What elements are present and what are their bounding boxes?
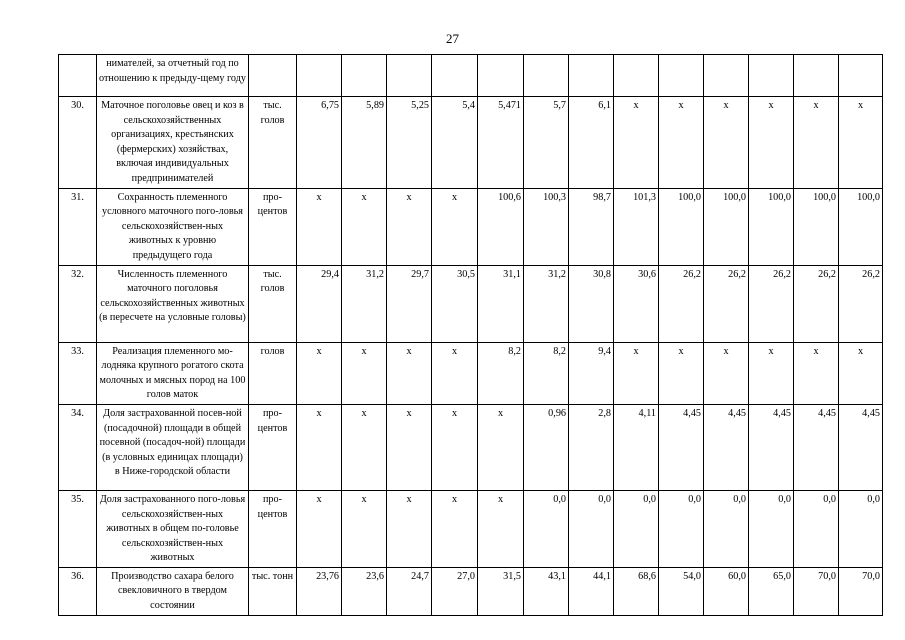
value-cell (794, 55, 839, 97)
table-row (59, 342, 883, 404)
value-cell (614, 55, 659, 97)
value-cell: x (432, 404, 478, 490)
value-cell: 6,75 (297, 97, 342, 189)
value-cell: 5,4 (432, 97, 478, 189)
table-row (59, 404, 883, 490)
value-cell: 4,11 (614, 404, 659, 490)
value-cell: 0,0 (524, 490, 569, 567)
indicator-description-cell: Сохранность племенного условного маточного пого-ловья сельскохозяйствен-ных животных к уровню предыдущего года (97, 188, 249, 265)
value-cell: x (749, 342, 794, 404)
value-cell: 26,2 (704, 265, 749, 342)
value-cell: 30,6 (614, 265, 659, 342)
value-cell: 100,0 (794, 188, 839, 265)
value-cell: x (432, 490, 478, 567)
value-cell: 0,0 (614, 490, 659, 567)
indicator-description-cell: нимателей, за отчетный год по отношению к предыду-щему году (97, 55, 249, 97)
value-cell: 68,6 (614, 567, 659, 615)
value-cell: 9,4 (569, 342, 614, 404)
value-cell: 4,45 (794, 404, 839, 490)
value-cell: x (659, 342, 704, 404)
row-number-cell: 34. (59, 404, 97, 490)
value-cell: x (704, 342, 749, 404)
value-cell (432, 55, 478, 97)
value-cell: 70,0 (839, 567, 883, 615)
value-cell: x (478, 490, 524, 567)
value-cell: 5,89 (342, 97, 387, 189)
value-cell: 5,471 (478, 97, 524, 189)
value-cell: 65,0 (749, 567, 794, 615)
value-cell: 24,7 (387, 567, 432, 615)
table-row (59, 55, 883, 97)
row-number-cell: 31. (59, 188, 97, 265)
value-cell: x (749, 97, 794, 189)
value-cell: 26,2 (839, 265, 883, 342)
value-cell: 100,6 (478, 188, 524, 265)
value-cell (524, 55, 569, 97)
value-cell: 54,0 (659, 567, 704, 615)
value-cell: 30,5 (432, 265, 478, 342)
value-cell: x (387, 188, 432, 265)
unit-cell: про-центов (249, 188, 297, 265)
value-cell: 29,7 (387, 265, 432, 342)
value-cell: 98,7 (569, 188, 614, 265)
value-cell: x (478, 404, 524, 490)
row-number-cell: 36. (59, 567, 97, 615)
value-cell: 0,0 (569, 490, 614, 567)
value-cell: 0,96 (524, 404, 569, 490)
value-cell: 2,8 (569, 404, 614, 490)
indicator-description-cell: Производство сахара белого свекловичного в твердом состоянии (97, 567, 249, 615)
page-number: 27 (446, 31, 459, 46)
value-cell: x (387, 404, 432, 490)
value-cell: 31,2 (524, 265, 569, 342)
value-cell: x (342, 188, 387, 265)
value-cell: 101,3 (614, 188, 659, 265)
value-cell: x (794, 342, 839, 404)
value-cell (297, 55, 342, 97)
value-cell: 100,0 (749, 188, 794, 265)
value-cell: x (387, 342, 432, 404)
row-number-cell: 33. (59, 342, 97, 404)
value-cell: x (614, 97, 659, 189)
indicators-table (58, 54, 883, 616)
value-cell: 70,0 (794, 567, 839, 615)
value-cell: 30,8 (569, 265, 614, 342)
value-cell (839, 55, 883, 97)
value-cell: 6,1 (569, 97, 614, 189)
value-cell (704, 55, 749, 97)
row-number-cell: 32. (59, 265, 97, 342)
value-cell: x (297, 404, 342, 490)
value-cell: 0,0 (794, 490, 839, 567)
value-cell: 0,0 (704, 490, 749, 567)
value-cell: 0,0 (839, 490, 883, 567)
value-cell (478, 55, 524, 97)
value-cell: 43,1 (524, 567, 569, 615)
row-number-cell (59, 55, 97, 97)
value-cell: 100,0 (704, 188, 749, 265)
unit-cell: про-центов (249, 404, 297, 490)
table-row (59, 490, 883, 567)
unit-cell (249, 55, 297, 97)
value-cell: 5,25 (387, 97, 432, 189)
unit-cell: тыс. голов (249, 97, 297, 189)
unit-cell: про-центов (249, 490, 297, 567)
value-cell: 4,45 (749, 404, 794, 490)
value-cell: 4,45 (704, 404, 749, 490)
value-cell: 31,1 (478, 265, 524, 342)
value-cell: 23,6 (342, 567, 387, 615)
value-cell (659, 55, 704, 97)
value-cell: 0,0 (659, 490, 704, 567)
indicator-description-cell: Реализация племенного мо-лодняка крупного рогатого скота молочных и мясных пород на 100 голов маток (97, 342, 249, 404)
value-cell: x (342, 490, 387, 567)
value-cell: x (342, 342, 387, 404)
value-cell: 31,2 (342, 265, 387, 342)
value-cell: x (704, 97, 749, 189)
row-number-cell: 35. (59, 490, 97, 567)
value-cell: x (297, 490, 342, 567)
value-cell: 0,0 (749, 490, 794, 567)
value-cell: x (659, 97, 704, 189)
value-cell: 26,2 (749, 265, 794, 342)
row-number-cell: 30. (59, 97, 97, 189)
value-cell: 5,7 (524, 97, 569, 189)
value-cell: 100,0 (839, 188, 883, 265)
value-cell: x (387, 490, 432, 567)
value-cell: 29,4 (297, 265, 342, 342)
value-cell: 26,2 (659, 265, 704, 342)
value-cell: x (432, 342, 478, 404)
value-cell (387, 55, 432, 97)
value-cell: 27,0 (432, 567, 478, 615)
value-cell: x (839, 97, 883, 189)
value-cell (342, 55, 387, 97)
indicator-description-cell: Доля застрахованного пого-ловья сельскохозяйствен-ных животных в общем по-головье сельскохозяйствен-ных животных (97, 490, 249, 567)
value-cell: 23,76 (297, 567, 342, 615)
value-cell: x (614, 342, 659, 404)
value-cell: 31,5 (478, 567, 524, 615)
value-cell: 8,2 (478, 342, 524, 404)
value-cell: x (342, 404, 387, 490)
table-row (59, 97, 883, 189)
indicator-description-cell: Численность племенного маточного поголовья сельскохозяйственных животных (в пересчете на условные головы) (97, 265, 249, 342)
value-cell (749, 55, 794, 97)
value-cell: 60,0 (704, 567, 749, 615)
value-cell: x (297, 342, 342, 404)
unit-cell: тыс. тонн (249, 567, 297, 615)
table-row (59, 265, 883, 342)
value-cell: 100,3 (524, 188, 569, 265)
value-cell: 100,0 (659, 188, 704, 265)
unit-cell: голов (249, 342, 297, 404)
value-cell (569, 55, 614, 97)
unit-cell: тыс. голов (249, 265, 297, 342)
table-row (59, 188, 883, 265)
value-cell: 26,2 (794, 265, 839, 342)
table-row (59, 567, 883, 615)
value-cell: x (839, 342, 883, 404)
value-cell: x (297, 188, 342, 265)
indicator-description-cell: Доля застрахованной посев-ной (посадочной) площади в общей посевной (посадоч-ной) площади (в условных единицах площади) в Ниже-городской области (97, 404, 249, 490)
value-cell: 4,45 (659, 404, 704, 490)
value-cell: 4,45 (839, 404, 883, 490)
value-cell: 8,2 (524, 342, 569, 404)
indicator-description-cell: Маточное поголовье овец и коз в сельскохозяйственных организациях, крестьянских (фермерских) хозяйствах, включая индивидуальных предпринимателей (97, 97, 249, 189)
value-cell: x (794, 97, 839, 189)
value-cell: x (432, 188, 478, 265)
value-cell: 44,1 (569, 567, 614, 615)
